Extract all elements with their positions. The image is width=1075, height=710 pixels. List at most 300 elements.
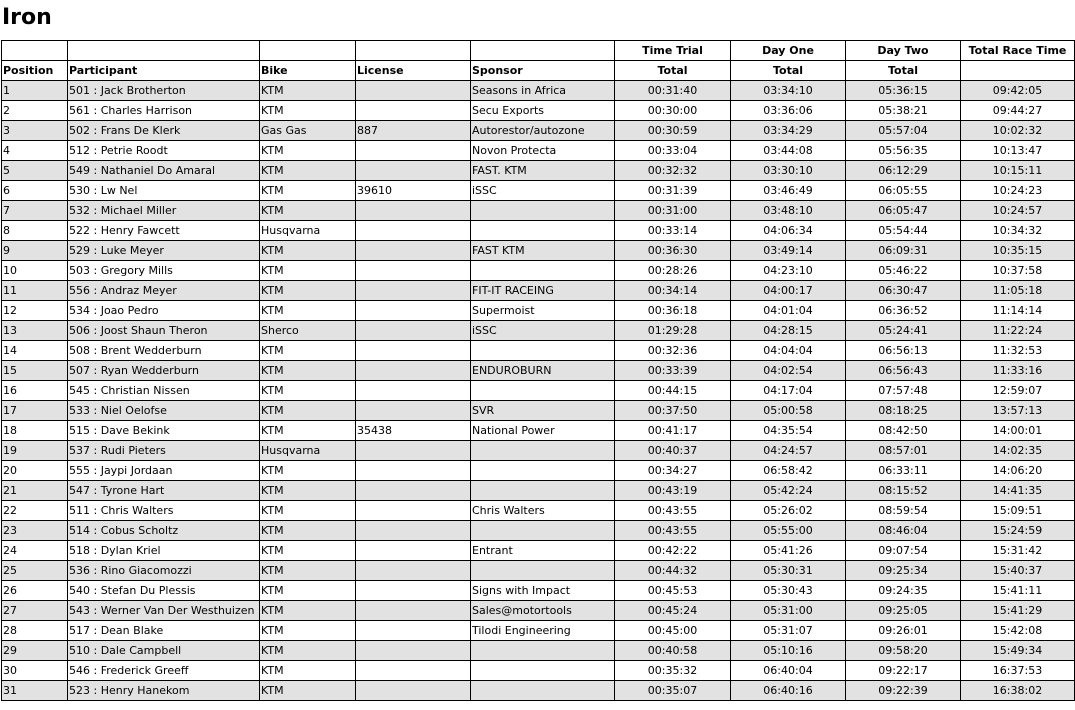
bike-cell: Sherco xyxy=(260,321,356,341)
participant-cell: 514 : Cobus Scholtz xyxy=(68,521,260,541)
time-trial-cell: 00:45:00 xyxy=(615,621,731,641)
bike-cell: KTM xyxy=(260,141,356,161)
position-cell: 23 xyxy=(2,521,68,541)
position-cell: 22 xyxy=(2,501,68,521)
sponsor-cell xyxy=(471,341,615,361)
table-row xyxy=(2,581,1075,601)
bike-cell: Husqvarna xyxy=(260,441,356,461)
license-cell xyxy=(356,161,471,181)
table-row xyxy=(2,381,1075,401)
bike-cell: KTM xyxy=(260,201,356,221)
position-cell: 31 xyxy=(2,681,68,701)
day-one-cell: 06:40:16 xyxy=(731,681,846,701)
bike-cell: KTM xyxy=(260,521,356,541)
participant-cell: 549 : Nathaniel Do Amaral xyxy=(68,161,260,181)
group-header-total-race-time: Total Race Time xyxy=(961,41,1075,61)
license-cell xyxy=(356,301,471,321)
day-two-cell: 06:12:29 xyxy=(846,161,961,181)
time-trial-cell: 00:42:22 xyxy=(615,541,731,561)
license-cell xyxy=(356,321,471,341)
day-two-cell: 05:24:41 xyxy=(846,321,961,341)
participant-cell: 543 : Werner Van Der Westhuizen xyxy=(68,601,260,621)
license-cell xyxy=(356,561,471,581)
table-row xyxy=(2,101,1075,121)
table-row xyxy=(2,341,1075,361)
page-title: Iron xyxy=(2,5,52,30)
license-cell xyxy=(356,641,471,661)
license-cell xyxy=(356,461,471,481)
time-trial-cell: 00:44:32 xyxy=(615,561,731,581)
total-race-time-cell: 14:41:35 xyxy=(961,481,1075,501)
day-one-cell: 04:17:04 xyxy=(731,381,846,401)
day-one-cell: 03:34:10 xyxy=(731,81,846,101)
day-one-cell: 05:41:26 xyxy=(731,541,846,561)
group-header-row xyxy=(2,41,1075,61)
total-race-time-cell: 10:24:57 xyxy=(961,201,1075,221)
total-race-time-cell: 11:05:18 xyxy=(961,281,1075,301)
total-race-time-cell: 15:09:51 xyxy=(961,501,1075,521)
time-trial-cell: 00:31:40 xyxy=(615,81,731,101)
position-cell: 17 xyxy=(2,401,68,421)
day-one-cell: 04:28:15 xyxy=(731,321,846,341)
table-row xyxy=(2,461,1075,481)
table-row xyxy=(2,321,1075,341)
bike-cell: KTM xyxy=(260,601,356,621)
license-cell xyxy=(356,101,471,121)
day-two-cell: 06:56:13 xyxy=(846,341,961,361)
sponsor-cell: Autorestor/autozone xyxy=(471,121,615,141)
day-two-cell: 07:57:48 xyxy=(846,381,961,401)
license-cell xyxy=(356,221,471,241)
time-trial-cell: 00:32:32 xyxy=(615,161,731,181)
sponsor-cell xyxy=(471,381,615,401)
sponsor-cell xyxy=(471,201,615,221)
participant-cell: 512 : Petrie Roodt xyxy=(68,141,260,161)
table-row xyxy=(2,541,1075,561)
table-row xyxy=(2,561,1075,581)
table-row xyxy=(2,621,1075,641)
license-cell xyxy=(356,261,471,281)
time-trial-cell: 00:32:36 xyxy=(615,341,731,361)
bike-cell: KTM xyxy=(260,421,356,441)
day-two-cell: 09:26:01 xyxy=(846,621,961,641)
day-two-cell: 06:05:55 xyxy=(846,181,961,201)
day-two-cell: 05:38:21 xyxy=(846,101,961,121)
bike-cell: KTM xyxy=(260,261,356,281)
day-one-cell: 03:34:29 xyxy=(731,121,846,141)
table-row xyxy=(2,261,1075,281)
day-one-cell: 06:40:04 xyxy=(731,661,846,681)
time-trial-cell: 00:30:00 xyxy=(615,101,731,121)
time-trial-cell: 00:40:58 xyxy=(615,641,731,661)
table-row xyxy=(2,181,1075,201)
total-race-time-cell: 09:44:27 xyxy=(961,101,1075,121)
participant-cell: 545 : Christian Nissen xyxy=(68,381,260,401)
bike-cell: KTM xyxy=(260,641,356,661)
license-cell xyxy=(356,661,471,681)
total-race-time-cell: 15:41:11 xyxy=(961,581,1075,601)
table-row xyxy=(2,161,1075,181)
participant-cell: 506 : Joost Shaun Theron xyxy=(68,321,260,341)
position-cell: 24 xyxy=(2,541,68,561)
sponsor-cell: Entrant xyxy=(471,541,615,561)
sponsor-cell: SVR xyxy=(471,401,615,421)
day-two-cell: 09:25:34 xyxy=(846,561,961,581)
position-cell: 5 xyxy=(2,161,68,181)
day-two-cell: 06:05:47 xyxy=(846,201,961,221)
time-trial-cell: 00:36:18 xyxy=(615,301,731,321)
day-two-cell: 05:54:44 xyxy=(846,221,961,241)
sponsor-cell: ENDUROBURN xyxy=(471,361,615,381)
total-race-time-cell: 10:13:47 xyxy=(961,141,1075,161)
day-two-cell: 08:46:04 xyxy=(846,521,961,541)
table-row xyxy=(2,121,1075,141)
group-header-cell xyxy=(356,41,471,61)
time-trial-cell: 00:33:14 xyxy=(615,221,731,241)
day-one-cell: 05:30:31 xyxy=(731,561,846,581)
total-race-time-cell: 15:41:29 xyxy=(961,601,1075,621)
position-cell: 2 xyxy=(2,101,68,121)
sponsor-cell xyxy=(471,461,615,481)
day-two-cell: 06:56:43 xyxy=(846,361,961,381)
participant-cell: 523 : Henry Hanekom xyxy=(68,681,260,701)
total-race-time-cell: 15:24:59 xyxy=(961,521,1075,541)
day-two-cell: 06:36:52 xyxy=(846,301,961,321)
sponsor-cell: Novon Protecta xyxy=(471,141,615,161)
day-two-cell: 09:24:35 xyxy=(846,581,961,601)
license-cell xyxy=(356,521,471,541)
group-header-cell xyxy=(260,41,356,61)
time-trial-cell: 00:35:07 xyxy=(615,681,731,701)
day-one-cell: 05:30:43 xyxy=(731,581,846,601)
sponsor-cell: Sales@motortools xyxy=(471,601,615,621)
day-one-cell: 04:01:04 xyxy=(731,301,846,321)
day-one-cell: 05:55:00 xyxy=(731,521,846,541)
time-trial-cell: 00:31:00 xyxy=(615,201,731,221)
time-trial-cell: 00:45:24 xyxy=(615,601,731,621)
participant-cell: 533 : Niel Oelofse xyxy=(68,401,260,421)
position-cell: 10 xyxy=(2,261,68,281)
table-row xyxy=(2,221,1075,241)
time-trial-cell: 00:37:50 xyxy=(615,401,731,421)
sponsor-cell: FIT-IT RACEING xyxy=(471,281,615,301)
total-race-time-cell: 12:59:07 xyxy=(961,381,1075,401)
sponsor-cell xyxy=(471,681,615,701)
participant-cell: 540 : Stefan Du Plessis xyxy=(68,581,260,601)
table-row xyxy=(2,241,1075,261)
column-header-day-two-total: Total xyxy=(846,61,961,81)
time-trial-cell: 00:30:59 xyxy=(615,121,731,141)
position-cell: 26 xyxy=(2,581,68,601)
day-two-cell: 09:25:05 xyxy=(846,601,961,621)
position-cell: 14 xyxy=(2,341,68,361)
total-race-time-cell: 10:34:32 xyxy=(961,221,1075,241)
total-race-time-cell: 11:14:14 xyxy=(961,301,1075,321)
license-cell xyxy=(356,621,471,641)
day-one-cell: 04:24:57 xyxy=(731,441,846,461)
bike-cell: KTM xyxy=(260,661,356,681)
participant-cell: 530 : Lw Nel xyxy=(68,181,260,201)
day-one-cell: 05:00:58 xyxy=(731,401,846,421)
day-two-cell: 09:22:17 xyxy=(846,661,961,681)
participant-cell: 522 : Henry Fawcett xyxy=(68,221,260,241)
sponsor-cell xyxy=(471,261,615,281)
license-cell xyxy=(356,441,471,461)
total-race-time-cell: 11:33:16 xyxy=(961,361,1075,381)
day-two-cell: 05:46:22 xyxy=(846,261,961,281)
participant-cell: 561 : Charles Harrison xyxy=(68,101,260,121)
day-one-cell: 04:02:54 xyxy=(731,361,846,381)
day-one-cell: 03:49:14 xyxy=(731,241,846,261)
day-two-cell: 06:30:47 xyxy=(846,281,961,301)
participant-cell: 508 : Brent Wedderburn xyxy=(68,341,260,361)
table-row xyxy=(2,661,1075,681)
table-row xyxy=(2,641,1075,661)
sponsor-cell xyxy=(471,641,615,661)
bike-cell: KTM xyxy=(260,561,356,581)
license-cell xyxy=(356,381,471,401)
participant-cell: 515 : Dave Bekink xyxy=(68,421,260,441)
license-cell xyxy=(356,341,471,361)
sponsor-cell: FAST. KTM xyxy=(471,161,615,181)
participant-cell: 536 : Rino Giacomozzi xyxy=(68,561,260,581)
position-cell: 20 xyxy=(2,461,68,481)
time-trial-cell: 00:44:15 xyxy=(615,381,731,401)
group-header-day-two: Day Two xyxy=(846,41,961,61)
time-trial-cell: 00:28:26 xyxy=(615,261,731,281)
bike-cell: KTM xyxy=(260,341,356,361)
participant-cell: 537 : Rudi Pieters xyxy=(68,441,260,461)
day-one-cell: 03:30:10 xyxy=(731,161,846,181)
total-race-time-cell: 15:42:08 xyxy=(961,621,1075,641)
table-row xyxy=(2,501,1075,521)
sponsor-cell: FAST KTM xyxy=(471,241,615,261)
table-row xyxy=(2,521,1075,541)
total-race-time-cell: 11:22:24 xyxy=(961,321,1075,341)
total-race-time-cell: 11:32:53 xyxy=(961,341,1075,361)
group-header-time-trial: Time Trial xyxy=(615,41,731,61)
sponsor-cell: iSSC xyxy=(471,181,615,201)
time-trial-cell: 00:43:55 xyxy=(615,501,731,521)
day-one-cell: 05:31:07 xyxy=(731,621,846,641)
position-cell: 21 xyxy=(2,481,68,501)
table-row xyxy=(2,601,1075,621)
license-cell: 39610 xyxy=(356,181,471,201)
license-cell xyxy=(356,481,471,501)
table-row xyxy=(2,401,1075,421)
total-race-time-cell: 15:49:34 xyxy=(961,641,1075,661)
results-table xyxy=(1,40,1075,701)
sponsor-cell xyxy=(471,441,615,461)
bike-cell: KTM xyxy=(260,161,356,181)
position-cell: 9 xyxy=(2,241,68,261)
license-cell xyxy=(356,501,471,521)
day-one-cell: 03:44:08 xyxy=(731,141,846,161)
sponsor-cell: Supermoist xyxy=(471,301,615,321)
participant-cell: 546 : Frederick Greeff xyxy=(68,661,260,681)
total-race-time-cell: 15:31:42 xyxy=(961,541,1075,561)
bike-cell: KTM xyxy=(260,501,356,521)
column-header-time-trial-total: Total xyxy=(615,61,731,81)
total-race-time-cell: 16:37:53 xyxy=(961,661,1075,681)
day-two-cell: 08:15:52 xyxy=(846,481,961,501)
position-cell: 8 xyxy=(2,221,68,241)
bike-cell: KTM xyxy=(260,181,356,201)
bike-cell: KTM xyxy=(260,481,356,501)
day-two-cell: 08:59:54 xyxy=(846,501,961,521)
participant-cell: 507 : Ryan Wedderburn xyxy=(68,361,260,381)
time-trial-cell: 00:34:14 xyxy=(615,281,731,301)
day-one-cell: 03:48:10 xyxy=(731,201,846,221)
sponsor-cell: Tilodi Engineering xyxy=(471,621,615,641)
participant-cell: 518 : Dylan Kriel xyxy=(68,541,260,561)
license-cell xyxy=(356,581,471,601)
position-cell: 7 xyxy=(2,201,68,221)
table-row xyxy=(2,141,1075,161)
bike-cell: KTM xyxy=(260,241,356,261)
column-header-sponsor: Sponsor xyxy=(471,61,615,81)
total-race-time-cell: 16:38:02 xyxy=(961,681,1075,701)
day-one-cell: 05:10:16 xyxy=(731,641,846,661)
total-race-time-cell: 10:37:58 xyxy=(961,261,1075,281)
participant-cell: 556 : Andraz Meyer xyxy=(68,281,260,301)
day-two-cell: 05:56:35 xyxy=(846,141,961,161)
total-race-time-cell: 10:24:23 xyxy=(961,181,1075,201)
table-row xyxy=(2,301,1075,321)
day-two-cell: 06:33:11 xyxy=(846,461,961,481)
position-cell: 16 xyxy=(2,381,68,401)
position-cell: 25 xyxy=(2,561,68,581)
participant-cell: 503 : Gregory Mills xyxy=(68,261,260,281)
day-two-cell: 09:58:20 xyxy=(846,641,961,661)
bike-cell: KTM xyxy=(260,81,356,101)
day-two-cell: 09:07:54 xyxy=(846,541,961,561)
participant-cell: 529 : Luke Meyer xyxy=(68,241,260,261)
day-two-cell: 09:22:39 xyxy=(846,681,961,701)
position-cell: 3 xyxy=(2,121,68,141)
total-race-time-cell: 14:02:35 xyxy=(961,441,1075,461)
participant-cell: 511 : Chris Walters xyxy=(68,501,260,521)
table-row xyxy=(2,281,1075,301)
license-cell xyxy=(356,81,471,101)
position-cell: 28 xyxy=(2,621,68,641)
total-race-time-cell: 14:00:01 xyxy=(961,421,1075,441)
column-header-row xyxy=(2,61,1075,81)
bike-cell: KTM xyxy=(260,541,356,561)
position-cell: 29 xyxy=(2,641,68,661)
time-trial-cell: 00:43:55 xyxy=(615,521,731,541)
bike-cell: Husqvarna xyxy=(260,221,356,241)
participant-cell: 517 : Dean Blake xyxy=(68,621,260,641)
total-race-time-cell: 10:02:32 xyxy=(961,121,1075,141)
position-cell: 18 xyxy=(2,421,68,441)
column-header-position: Position xyxy=(2,61,68,81)
group-header-cell xyxy=(2,41,68,61)
column-header-total-race-time xyxy=(961,61,1075,81)
position-cell: 13 xyxy=(2,321,68,341)
sponsor-cell: Chris Walters xyxy=(471,501,615,521)
license-cell xyxy=(356,281,471,301)
time-trial-cell: 01:29:28 xyxy=(615,321,731,341)
license-cell xyxy=(356,541,471,561)
position-cell: 6 xyxy=(2,181,68,201)
day-one-cell: 03:46:49 xyxy=(731,181,846,201)
total-race-time-cell: 10:35:15 xyxy=(961,241,1075,261)
license-cell: 35438 xyxy=(356,421,471,441)
bike-cell: KTM xyxy=(260,461,356,481)
day-two-cell: 08:57:01 xyxy=(846,441,961,461)
day-one-cell: 04:06:34 xyxy=(731,221,846,241)
sponsor-cell xyxy=(471,561,615,581)
sponsor-cell xyxy=(471,481,615,501)
sponsor-cell xyxy=(471,521,615,541)
position-cell: 15 xyxy=(2,361,68,381)
bike-cell: KTM xyxy=(260,101,356,121)
license-cell xyxy=(356,601,471,621)
license-cell xyxy=(356,681,471,701)
day-two-cell: 08:18:25 xyxy=(846,401,961,421)
total-race-time-cell: 14:06:20 xyxy=(961,461,1075,481)
table-row xyxy=(2,81,1075,101)
time-trial-cell: 00:33:39 xyxy=(615,361,731,381)
license-cell xyxy=(356,241,471,261)
day-one-cell: 03:36:06 xyxy=(731,101,846,121)
table-row xyxy=(2,481,1075,501)
license-cell xyxy=(356,361,471,381)
time-trial-cell: 00:40:37 xyxy=(615,441,731,461)
day-two-cell: 05:36:15 xyxy=(846,81,961,101)
sponsor-cell: Seasons in Africa xyxy=(471,81,615,101)
column-header-license: License xyxy=(356,61,471,81)
time-trial-cell: 00:34:27 xyxy=(615,461,731,481)
results-body xyxy=(2,81,1075,701)
bike-cell: KTM xyxy=(260,301,356,321)
day-two-cell: 05:57:04 xyxy=(846,121,961,141)
participant-cell: 532 : Michael Miller xyxy=(68,201,260,221)
sponsor-cell xyxy=(471,661,615,681)
sponsor-cell: Secu Exports xyxy=(471,101,615,121)
day-one-cell: 04:00:17 xyxy=(731,281,846,301)
license-cell: 887 xyxy=(356,121,471,141)
position-cell: 1 xyxy=(2,81,68,101)
total-race-time-cell: 10:15:11 xyxy=(961,161,1075,181)
position-cell: 19 xyxy=(2,441,68,461)
participant-cell: 510 : Dale Campbell xyxy=(68,641,260,661)
total-race-time-cell: 13:57:13 xyxy=(961,401,1075,421)
participant-cell: 501 : Jack Brotherton xyxy=(68,81,260,101)
day-one-cell: 04:35:54 xyxy=(731,421,846,441)
table-row xyxy=(2,201,1075,221)
column-header-bike: Bike xyxy=(260,61,356,81)
bike-cell: Gas Gas xyxy=(260,121,356,141)
bike-cell: KTM xyxy=(260,581,356,601)
participant-cell: 547 : Tyrone Hart xyxy=(68,481,260,501)
group-header-day-one: Day One xyxy=(731,41,846,61)
bike-cell: KTM xyxy=(260,681,356,701)
time-trial-cell: 00:31:39 xyxy=(615,181,731,201)
bike-cell: KTM xyxy=(260,381,356,401)
sponsor-cell: National Power xyxy=(471,421,615,441)
group-header-cell xyxy=(68,41,260,61)
license-cell xyxy=(356,201,471,221)
total-race-time-cell: 09:42:05 xyxy=(961,81,1075,101)
position-cell: 30 xyxy=(2,661,68,681)
day-two-cell: 06:09:31 xyxy=(846,241,961,261)
participant-cell: 555 : Jaypi Jordaan xyxy=(68,461,260,481)
time-trial-cell: 00:45:53 xyxy=(615,581,731,601)
position-cell: 12 xyxy=(2,301,68,321)
table-row xyxy=(2,361,1075,381)
